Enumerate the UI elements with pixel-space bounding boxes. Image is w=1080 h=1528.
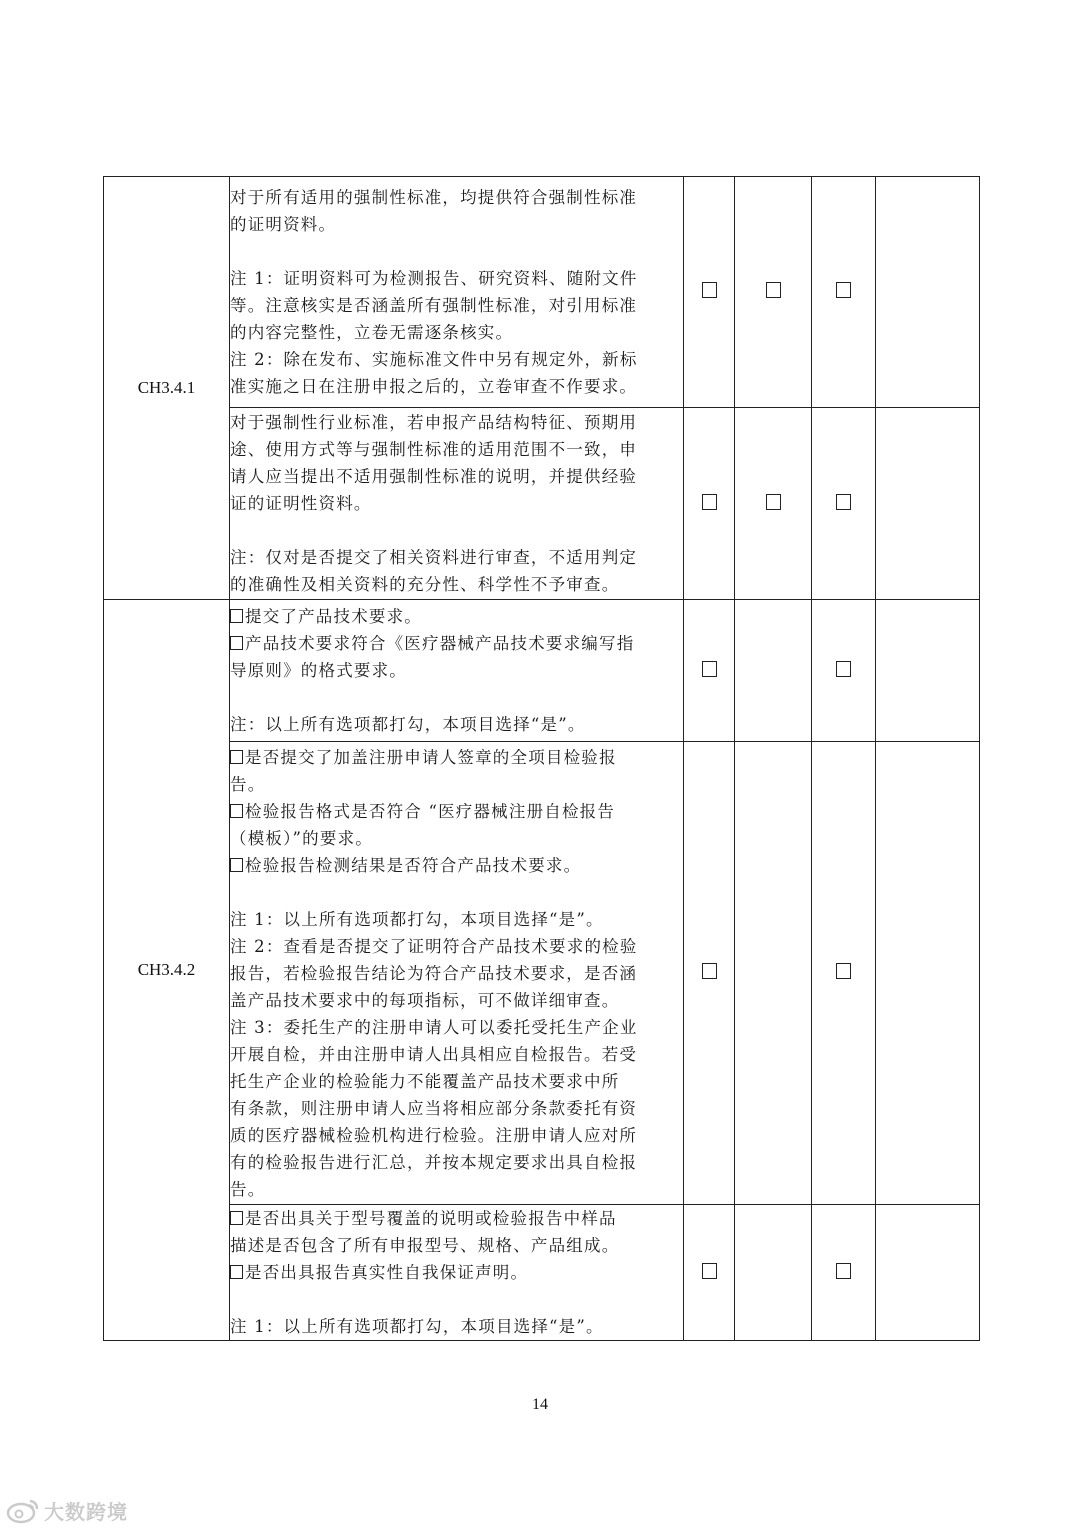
option-line <box>230 603 683 630</box>
answer-cell[interactable] <box>812 600 876 742</box>
checkbox-icon[interactable] <box>702 1263 717 1279</box>
option-text: 提交了产品技术要求。 <box>245 607 422 626</box>
answer-cell[interactable] <box>812 1205 876 1341</box>
checkbox-icon[interactable] <box>836 282 851 298</box>
item-code: CH3.4.2 <box>104 600 230 1341</box>
option-text: 是否出具关于型号覆盖的说明或检验报告中样品 <box>245 1209 617 1228</box>
note-line: 等。注意核实是否涵盖所有强制性标准，对引用标准 <box>230 296 638 315</box>
option-line <box>230 1205 683 1232</box>
checkbox-icon[interactable] <box>836 494 851 510</box>
note-line: 注 2：查看是否提交了证明符合产品技术要求的检验 <box>230 936 638 956</box>
table-row <box>104 1205 980 1341</box>
option-line <box>230 744 683 771</box>
option-text: 产品技术要求符合《医疗器械产品技术要求编写指 <box>245 634 635 653</box>
requirement-cell <box>230 177 684 408</box>
answer-cell[interactable] <box>812 177 876 408</box>
answer-cell[interactable] <box>735 1205 812 1341</box>
checkbox-icon[interactable] <box>702 963 717 979</box>
note-line: 有条款，则注册申请人应当将相应部分条款委托有资 <box>230 1098 638 1118</box>
answer-cell[interactable] <box>684 408 735 600</box>
page-number: 14 <box>532 1396 548 1413</box>
note-line: 注 1：以上所有选项都打勾，本项目选择“是”。 <box>230 1317 604 1336</box>
note-line: 盖产品技术要求中的每项指标，可不做详细审查。 <box>230 990 620 1010</box>
requirement-line: 描述是否包含了所有申报型号、规格、产品组成。 <box>230 1236 620 1255</box>
note-line: 托生产企业的检验能力不能覆盖产品技术要求中所 <box>230 1071 620 1091</box>
table-row <box>104 177 980 408</box>
watermark-text: 大数跨境 <box>44 1499 128 1524</box>
option-line <box>230 852 683 879</box>
note-line: 开展自检，并由注册申请人出具相应自检报告。若受 <box>230 1044 638 1064</box>
table-row <box>104 600 980 742</box>
checkbox-icon[interactable] <box>702 494 717 510</box>
note-line: 准实施之日在注册申报之后的，立卷审查不作要求。 <box>230 377 638 396</box>
note-line: 注 3：委托生产的注册申请人可以委托受托生产企业 <box>230 1017 638 1037</box>
checkbox-icon[interactable] <box>836 1263 851 1279</box>
table-row <box>104 742 980 1205</box>
answer-cell[interactable] <box>684 177 735 408</box>
option-checkbox-icon[interactable] <box>230 1265 243 1279</box>
note-line: 注：仅对是否提交了相关资料进行审查，不适用判定 <box>230 548 638 567</box>
option-line <box>230 798 683 825</box>
remark-cell[interactable] <box>876 408 980 600</box>
item-code: CH3.4.1 <box>104 177 230 600</box>
option-text: 检验报告检测结果是否符合产品技术要求。 <box>245 855 582 875</box>
note-line: 报告，若检验报告结论为符合产品技术要求，是否涵 <box>230 963 638 983</box>
option-text: 是否提交了加盖注册申请人签章的全项目检验报 <box>245 747 617 767</box>
answer-cell[interactable] <box>735 600 812 742</box>
checkbox-icon[interactable] <box>836 661 851 677</box>
option-checkbox-icon[interactable] <box>230 609 243 623</box>
remark-cell[interactable] <box>876 600 980 742</box>
note-line: 质的医疗器械检验机构进行检验。注册申请人应对所 <box>230 1125 638 1145</box>
requirement-cell <box>230 742 684 1205</box>
option-checkbox-icon[interactable] <box>230 1211 243 1225</box>
requirement-line: 对于所有适用的强制性标准，均提供符合强制性标准 <box>230 188 638 207</box>
note-line: 的内容完整性，立卷无需逐条核实。 <box>230 323 514 342</box>
review-table <box>103 176 980 1341</box>
checkbox-icon[interactable] <box>836 963 851 979</box>
option-line <box>230 630 683 657</box>
note-line: 注：以上所有选项都打勾，本项目选择“是”。 <box>230 715 586 734</box>
answer-cell[interactable] <box>684 1205 735 1341</box>
answer-cell[interactable] <box>684 742 735 1205</box>
remark-cell[interactable] <box>876 742 980 1205</box>
note-line: 注 2：除在发布、实施标准文件中另有规定外，新标 <box>230 350 638 369</box>
checkbox-icon[interactable] <box>702 661 717 677</box>
note-line: 告。 <box>230 1179 266 1199</box>
requirement-line: 导原则》的格式要求。 <box>230 661 407 680</box>
option-text: 检验报告格式是否符合 “医疗器械注册自检报告 <box>245 801 616 821</box>
checkbox-icon[interactable] <box>766 282 781 298</box>
option-checkbox-icon[interactable] <box>230 636 243 650</box>
answer-cell[interactable] <box>812 408 876 600</box>
remark-cell[interactable] <box>876 1205 980 1341</box>
checkbox-icon[interactable] <box>702 282 717 298</box>
requirement-cell <box>230 408 684 600</box>
table-row <box>104 408 980 600</box>
weibo-logo-icon <box>6 1496 40 1524</box>
requirement-line: 对于强制性行业标准，若申报产品结构特征、预期用 <box>230 413 638 432</box>
answer-cell[interactable] <box>735 408 812 600</box>
requirement-line: 告。 <box>230 774 266 794</box>
requirement-line: 途、使用方式等与强制性标准的适用范围不一致，申 <box>230 440 638 459</box>
checkbox-icon[interactable] <box>766 494 781 510</box>
requirement-cell <box>230 1205 684 1341</box>
requirement-line: 请人应当提出不适用强制性标准的说明，并提供经验 <box>230 467 638 486</box>
option-checkbox-icon[interactable] <box>230 858 243 872</box>
answer-cell[interactable] <box>812 742 876 1205</box>
note-line: 注 1：证明资料可为检测报告、研究资料、随附文件 <box>230 269 638 288</box>
option-line <box>230 1259 683 1286</box>
note-line: 有的检验报告进行汇总，并按本规定要求出具自检报 <box>230 1152 638 1172</box>
requirement-line: 的证明资料。 <box>230 215 337 234</box>
requirement-cell <box>230 600 684 742</box>
option-checkbox-icon[interactable] <box>230 804 243 818</box>
requirement-line: 证的证明性资料。 <box>230 494 372 513</box>
option-checkbox-icon[interactable] <box>230 750 243 764</box>
remark-cell[interactable] <box>876 177 980 408</box>
answer-cell[interactable] <box>735 742 812 1205</box>
answer-cell[interactable] <box>684 600 735 742</box>
requirement-line: （模板）”的要求。 <box>230 828 373 848</box>
answer-cell[interactable] <box>735 177 812 408</box>
note-line: 注 1：以上所有选项都打勾，本项目选择“是”。 <box>230 909 604 929</box>
option-text: 是否出具报告真实性自我保证声明。 <box>245 1263 529 1282</box>
note-line: 的准确性及相关资料的充分性、科学性不予审查。 <box>230 575 620 594</box>
watermark <box>6 1494 128 1526</box>
